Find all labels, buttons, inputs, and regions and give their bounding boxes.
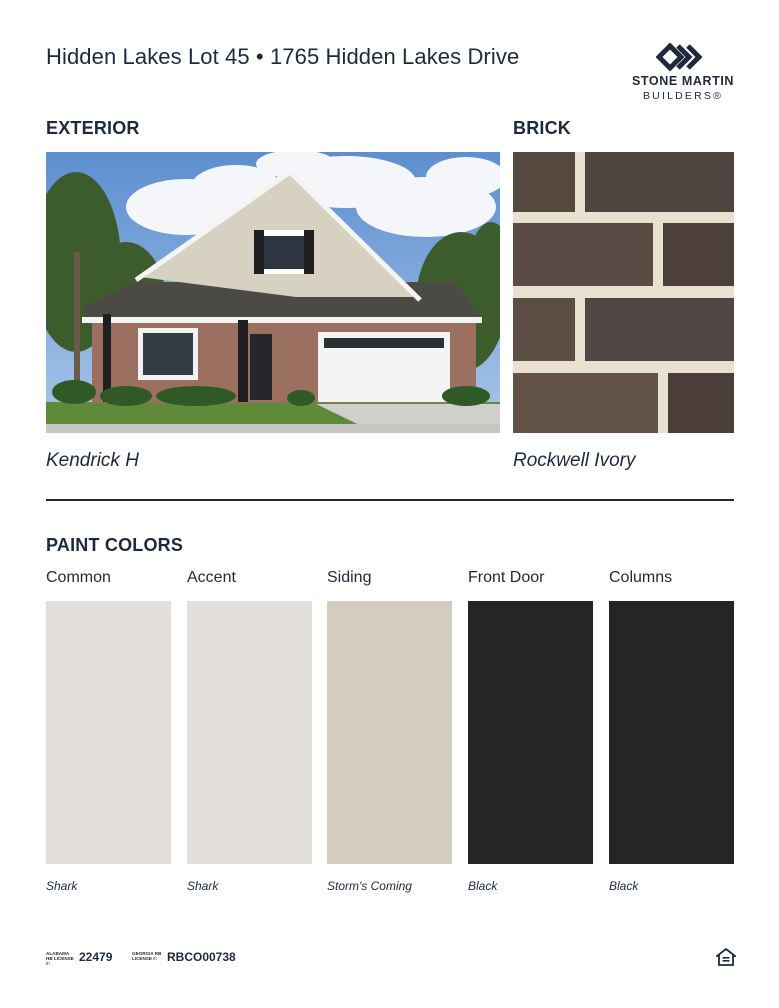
exterior-heading: EXTERIOR	[46, 118, 140, 138]
company-logo	[628, 42, 738, 106]
swatch-label-front-door: Front Door	[468, 569, 545, 586]
license-alabama-number: 22479	[79, 950, 113, 964]
logo-subname: BUILDERS®	[642, 90, 724, 102]
house-exterior-image	[46, 152, 500, 433]
license-georgia-label: GEORGIA RB LICENSE #:	[132, 951, 162, 961]
color-name-common: Shark	[46, 879, 78, 893]
color-name-front-door: Black	[468, 879, 498, 893]
swatch-columns	[609, 601, 734, 864]
color-name-columns: Black	[609, 879, 639, 893]
logo-mark-icon	[656, 42, 710, 72]
paint-colors-heading: PAINT COLORS	[46, 535, 184, 555]
model-name: Kendrick H	[46, 450, 139, 471]
swatch-label-common: Common	[46, 569, 111, 586]
footer	[46, 948, 736, 968]
license-georgia-number: RBCO00738	[167, 950, 236, 964]
page-title: Hidden Lakes Lot 45 • 1765 Hidden Lakes Drive	[46, 44, 520, 69]
swatch-siding	[327, 601, 452, 864]
equal-housing-icon	[716, 948, 736, 966]
color-name-siding: Storm's Coming	[327, 879, 412, 893]
color-name-accent: Shark	[187, 879, 219, 893]
swatch-label-siding: Siding	[327, 569, 372, 586]
logo-name: STONE MARTIN	[631, 74, 735, 88]
license-georgia	[132, 948, 252, 968]
brick-heading: BRICK	[513, 118, 571, 138]
swatch-label-accent: Accent	[187, 569, 236, 586]
swatch-common	[46, 601, 171, 864]
swatch-front-door	[468, 601, 593, 864]
license-alabama-label: ALABAMA HB LICENSE #:	[46, 951, 74, 966]
swatch-label-columns: Columns	[609, 569, 673, 586]
brick-name: Rockwell Ivory	[513, 450, 636, 471]
brick-swatch-image	[513, 152, 734, 433]
swatch-accent	[187, 601, 312, 864]
license-alabama	[46, 948, 126, 968]
section-divider	[46, 499, 734, 501]
